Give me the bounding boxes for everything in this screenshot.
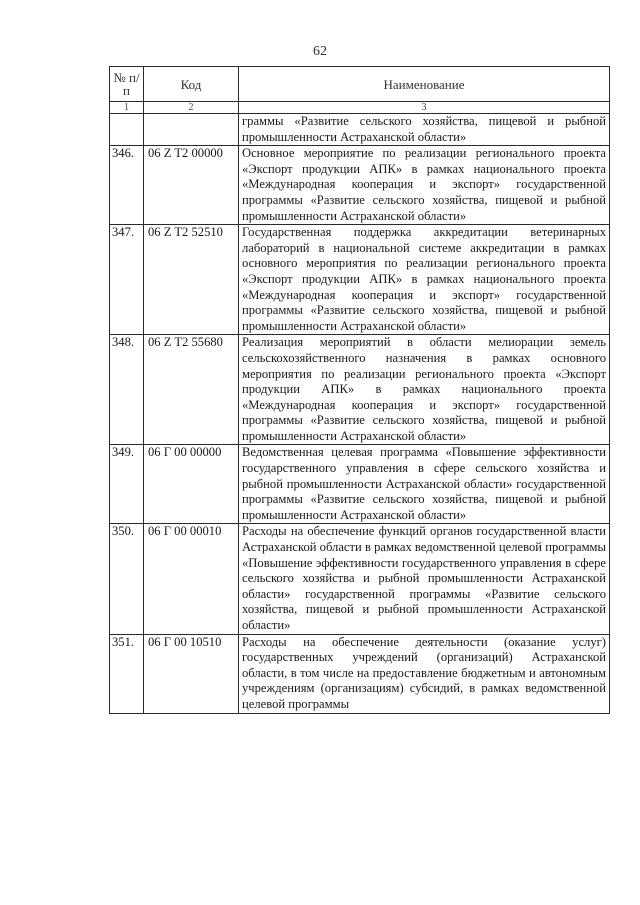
row-number: 350. [110, 524, 144, 634]
table-row [110, 634, 610, 713]
table-row [110, 335, 610, 445]
row-code: 06 Z T2 52510 [144, 225, 239, 335]
table-row [110, 225, 610, 335]
row-code: 06 Г 00 00000 [144, 445, 239, 524]
row-number: 348. [110, 335, 144, 445]
row-code [144, 114, 239, 146]
row-code: 06 Z T2 55680 [144, 335, 239, 445]
header-num: № п/п [110, 67, 144, 102]
row-code: 06 Z T2 00000 [144, 146, 239, 225]
column-index: 3 [239, 102, 610, 114]
row-name: Основное мероприятие по реализации регионального проекта «Экспорт продукции АПК» в рамках национального проекта «Международная кооперация и экспорт» государственной программы «Развитие сельского хозяйства, пищевой и рыбной промышленности Астраханской области» [239, 146, 610, 225]
row-name: Расходы на обеспечение функций органов государственной власти Астраханской области в рамках ведомственной целевой программы «Повышение эффективности государственного управления в сфере сельского хозяйства и рыбной промышленности Астраханской области» государственной программы «Развитие сельского хозяйства, пищевой и рыбной промышленности Астраханской области» [239, 524, 610, 634]
column-index-row [110, 102, 610, 114]
table-body [110, 114, 610, 714]
column-index: 1 [110, 102, 144, 114]
document-table [109, 66, 610, 714]
row-name: Ведомственная целевая программа «Повышение эффективности государственного управления в сфере сельского хозяйства и рыбной промышленности Астраханской области» государственной программы «Развитие сельского хозяйства, пищевой и рыбной промышленности Астраханской области» [239, 445, 610, 524]
header-name: Наименование [239, 67, 610, 102]
row-code: 06 Г 00 00010 [144, 524, 239, 634]
row-name: Реализация мероприятий в области мелиорации земель сельскохозяйственного назначения в рамках основного мероприятия по реализации регионального проекта «Экспорт продукции АПК» в рамках национального проекта «Международная кооперация и экспорт» государственной программы «Развитие сельского хозяйства, пищевой и рыбной промышленности Астраханской области» [239, 335, 610, 445]
table-row [110, 445, 610, 524]
row-number: 347. [110, 225, 144, 335]
row-number: 346. [110, 146, 144, 225]
column-index: 2 [144, 102, 239, 114]
row-name: граммы «Развитие сельского хозяйства, пищевой и рыбной промышленности Астраханской области» [239, 114, 610, 146]
header-code: Код [144, 67, 239, 102]
row-number: 351. [110, 634, 144, 713]
table-header-row [110, 67, 610, 102]
row-code: 06 Г 00 10510 [144, 634, 239, 713]
row-name: Расходы на обеспечение деятельности (оказание услуг) государственных учреждений (организаций) Астраханской области, в том числе на предоставление бюджетным и автономным учреждениям (организациям) субсидий, в рамках ведомственной целевой программы [239, 634, 610, 713]
page-number: 62 [313, 44, 327, 59]
table-row [110, 524, 610, 634]
table-row [110, 114, 610, 146]
row-name: Государственная поддержка аккредитации ветеринарных лабораторий в национальной системе аккредитации в рамках основного мероприятия по реализации регионального проекта «Экспорт продукции АПК» в рамках национального проекта «Международная кооперация и экспорт» государственной программы «Развитие сельского хозяйства, пищевой и рыбной промышленности Астраханской области» [239, 225, 610, 335]
row-number [110, 114, 144, 146]
row-number: 349. [110, 445, 144, 524]
table-row [110, 146, 610, 225]
